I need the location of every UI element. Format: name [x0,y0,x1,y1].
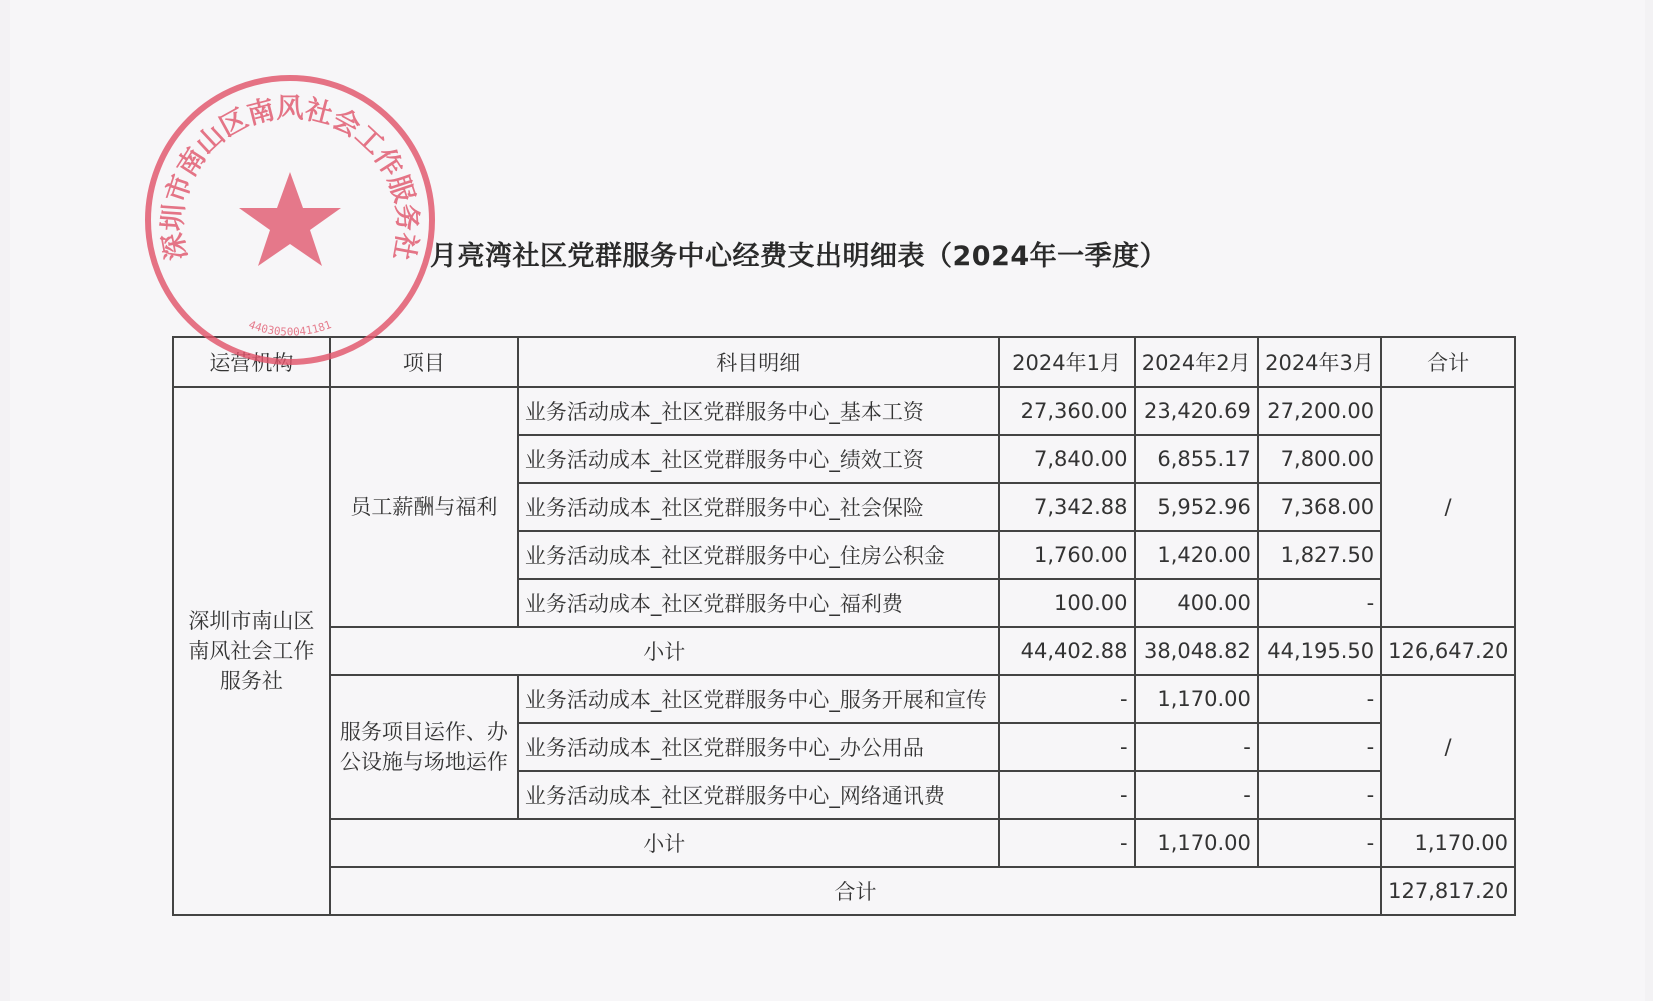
group-total-cell: / [1381,675,1515,819]
header-feb: 2024年2月 [1135,337,1258,387]
feb-cell: - [1135,723,1258,771]
header-mar: 2024年3月 [1258,337,1381,387]
feb-cell: - [1135,771,1258,819]
grand-total-row [173,867,1515,915]
grand-total-label: 合计 [330,867,1381,915]
group-name-cell: 员工薪酬与福利 [330,387,518,627]
table-row [173,675,1515,723]
header-jan: 2024年1月 [999,337,1135,387]
subtotal-feb: 38,048.82 [1135,627,1258,675]
detail-cell: 业务活动成本_社区党群服务中心_绩效工资 [518,435,999,483]
detail-cell: 业务活动成本_社区党群服务中心_福利费 [518,579,999,627]
jan-cell: 7,342.88 [999,483,1135,531]
header-item: 项目 [330,337,518,387]
jan-cell: - [999,675,1135,723]
grand-total-value: 127,817.20 [1381,867,1515,915]
subtotal-label: 小计 [330,819,999,867]
mar-cell: 7,368.00 [1258,483,1381,531]
detail-cell: 业务活动成本_社区党群服务中心_服务开展和宣传 [518,675,999,723]
subtotal-row [173,819,1515,867]
jan-cell: 100.00 [999,579,1135,627]
subtotal-label: 小计 [330,627,999,675]
jan-cell: 27,360.00 [999,387,1135,435]
feb-cell: 1,170.00 [1135,675,1258,723]
feb-cell: 6,855.17 [1135,435,1258,483]
expense-table [172,336,1516,916]
detail-cell: 业务活动成本_社区党群服务中心_办公用品 [518,723,999,771]
subtotal-row [173,627,1515,675]
mar-cell: - [1258,579,1381,627]
seal-serial: 4403050041181 [246,318,334,339]
subtotal-mar: 44,195.50 [1258,627,1381,675]
header-row [173,337,1515,387]
table-row [173,387,1515,435]
document-title: 月亮湾社区党群服务中心经费支出明细表（2024年一季度） [430,241,1168,272]
detail-cell: 业务活动成本_社区党群服务中心_基本工资 [518,387,999,435]
detail-cell: 业务活动成本_社区党群服务中心_社会保险 [518,483,999,531]
subtotal-feb: 1,170.00 [1135,819,1258,867]
feb-cell: 400.00 [1135,579,1258,627]
detail-cell: 业务活动成本_社区党群服务中心_网络通讯费 [518,771,999,819]
header-detail: 科目明细 [518,337,999,387]
subtotal-total: 126,647.20 [1381,627,1515,675]
header-org: 运营机构 [173,337,330,387]
feb-cell: 5,952.96 [1135,483,1258,531]
mar-cell: 1,827.50 [1258,531,1381,579]
seal-text: 深圳市南山区南风社会工作服务社 [157,93,423,263]
feb-cell: 23,420.69 [1135,387,1258,435]
mar-cell: - [1258,723,1381,771]
mar-cell: 7,800.00 [1258,435,1381,483]
subtotal-mar: - [1258,819,1381,867]
jan-cell: 1,760.00 [999,531,1135,579]
subtotal-total: 1,170.00 [1381,819,1515,867]
header-total: 合计 [1381,337,1515,387]
group-name-cell: 服务项目运作、办公设施与场地运作 [330,675,518,819]
mar-cell: - [1258,771,1381,819]
subtotal-jan: - [999,819,1135,867]
mar-cell: 27,200.00 [1258,387,1381,435]
group-total-cell: / [1381,387,1515,627]
jan-cell: - [999,723,1135,771]
org-name-cell: 深圳市南山区南风社会工作服务社 [173,387,330,915]
feb-cell: 1,420.00 [1135,531,1258,579]
subtotal-jan: 44,402.88 [999,627,1135,675]
detail-cell: 业务活动成本_社区党群服务中心_住房公积金 [518,531,999,579]
jan-cell: 7,840.00 [999,435,1135,483]
mar-cell: - [1258,675,1381,723]
jan-cell: - [999,771,1135,819]
